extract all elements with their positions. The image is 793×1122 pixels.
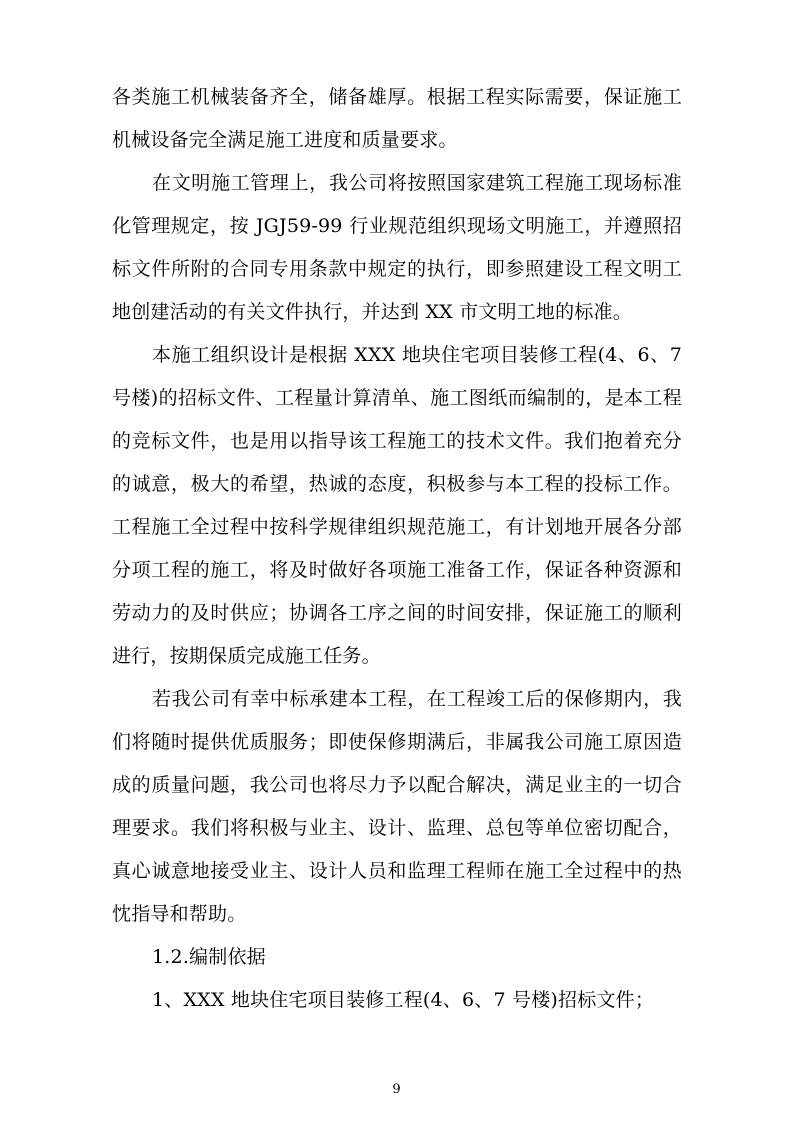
paragraph: 各类施工机械装备齐全，储备雄厚。根据工程实际需要，保证施工机械设备完全满足施工进度和质量要求。 — [112, 86, 682, 151]
paragraph: 1、XXX 地块住宅项目装修工程(4、6、7 号楼)招标文件； — [152, 989, 655, 1011]
page-number: 9 — [392, 1082, 401, 1097]
document-body — [112, 76, 682, 1022]
paragraph: 在文明施工管理上，我公司将按照国家建筑工程施工现场标准化管理规定，按 JGJ59-99 行业规范组织现场文明施工，并遵照招标文件所附的合同专用条款中规定的执行，即参照建设工程文明工地创建活动的有关文件执行，并达到 XX 市文明工地的标准。 — [112, 172, 682, 323]
paragraph: 本施工组织设计是根据 XXX 地块住宅项目装修工程(4、6、7 号楼)的招标文件、工程量计算清单、施工图纸而编制的，是本工程的竞标文件，也是用以指导该工程施工的技术文件。我们抱着充分的诚意，极大的希望，热诚的态度，积极参与本工程的投标工作。工程施工全过程中按科学规律组织规范施工，有计划地开展各分部分项工程的施工，将及时做好各项施工准备工作，保证各种资源和劳动力的及时供应；协调各工序之间的时间安排，保证施工的顺利进行，按期保质完成施工任务。 — [112, 344, 682, 667]
section-heading: 1.2.编制依据 — [152, 946, 266, 968]
paragraph: 若我公司有幸中标承建本工程，在工程竣工后的保修期内，我们将随时提供优质服务；即使保修期满后，非属我公司施工原因造成的质量问题，我公司也将尽力予以配合解决，满足业主的一切合理要求。我们将积极与业主、设计、监理、总包等单位密切配合，真心诚意地接受业主、设计人员和监理工程师在施工全过程中的热忱指导和帮助。 — [112, 688, 682, 925]
